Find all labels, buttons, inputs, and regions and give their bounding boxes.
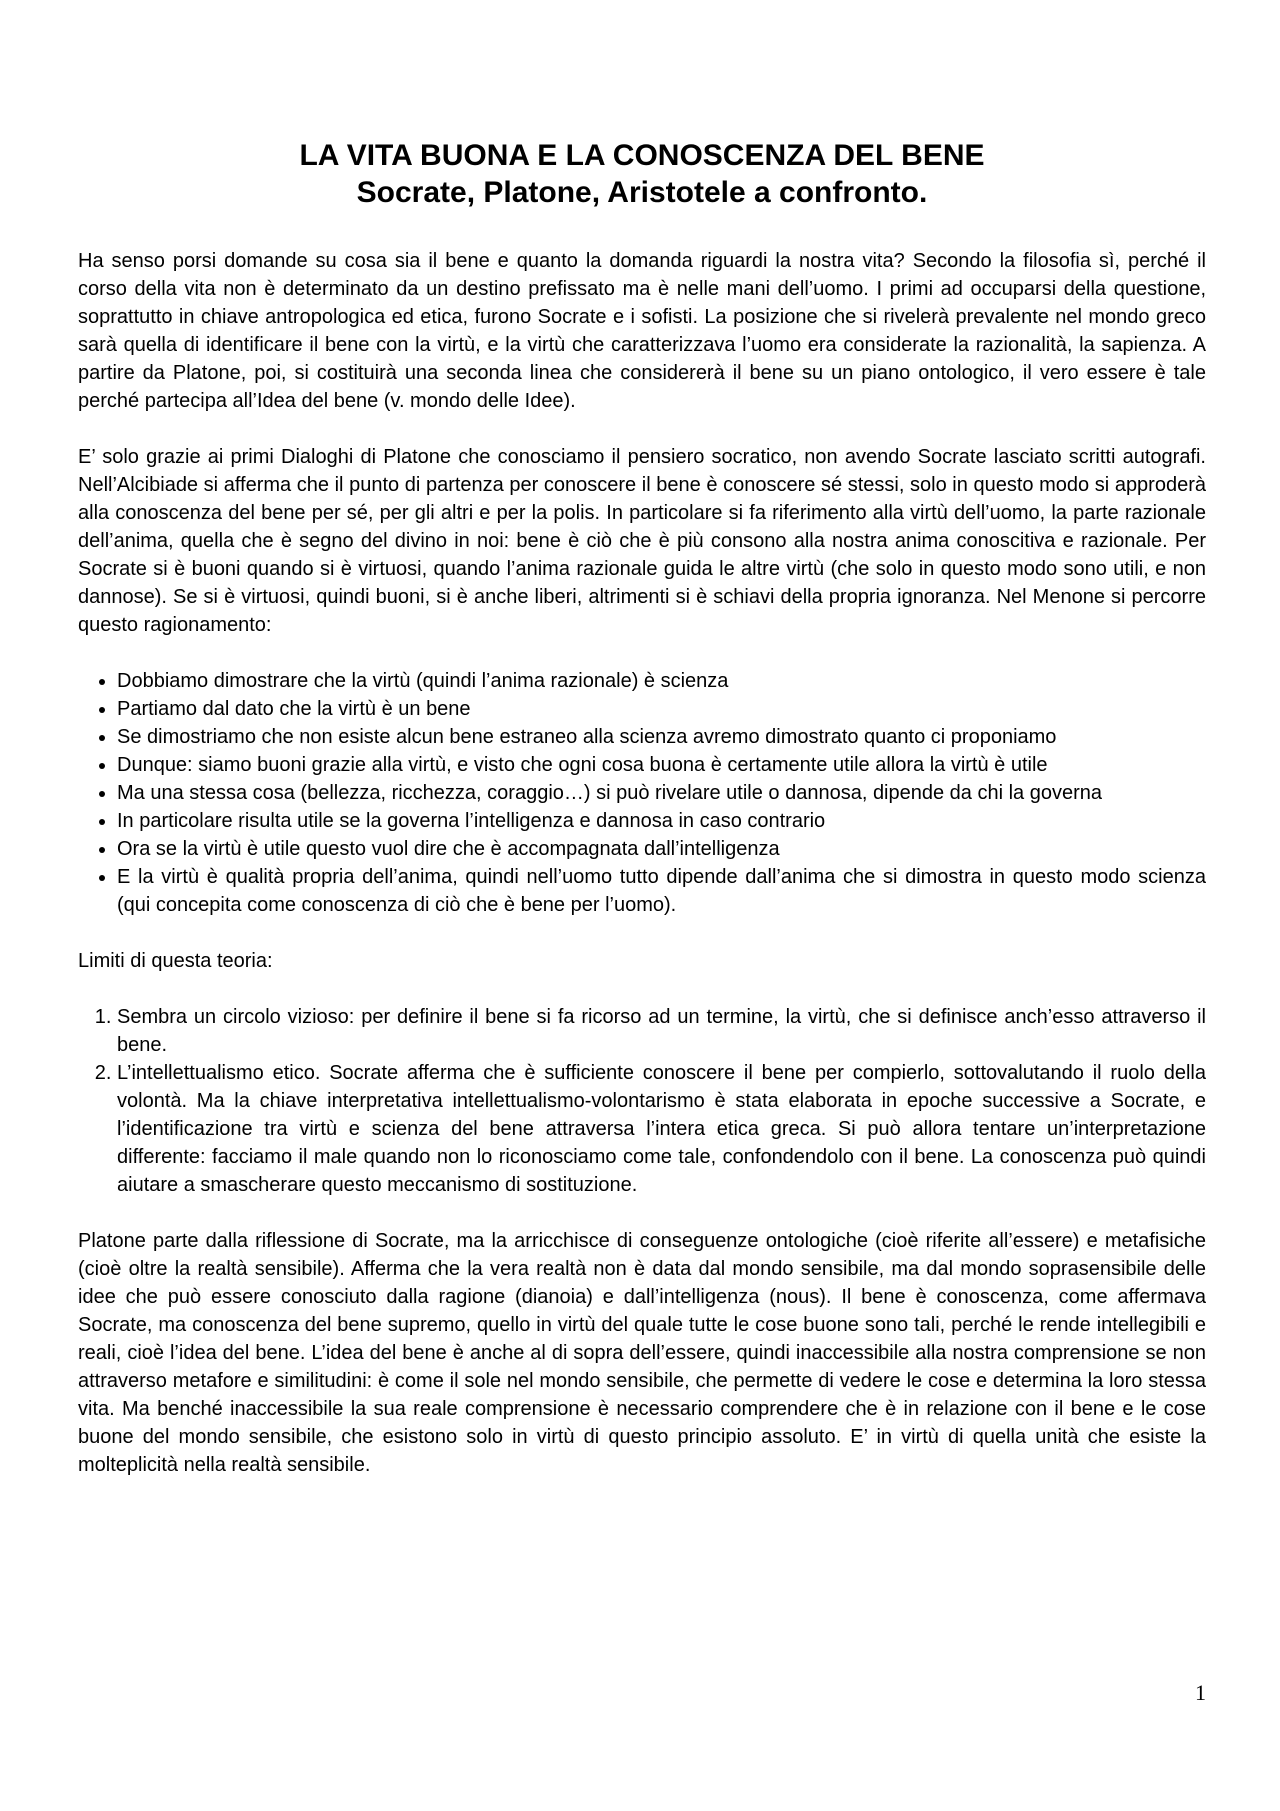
plato-paragraph: Platone parte dalla riflessione di Socrate, ma la arricchisce di conseguenze ontologiche (cioè riferite all’essere) e metafisiche (cioè oltre la realtà sensibile). Afferma che la vera realtà non è data dal mondo sensibile, ma dal mondo soprasensibile delle idee che può essere conosciuto dalla ragione (dianoia) e dall’intelligenza (nous). Il bene è conoscenza, come affermava Socrate, ma conoscenza del bene supremo, quello in virtù del quale tutte le cose buone sono tali, perché le rende intellegibili e reali, cioè l’idea del bene. L’idea del bene è anche al di sopra dell’essere, quindi inaccessibile alla nostra comprensione se non attraverso metafore e similitudini: è come il sole nel mondo sensibile, che permette di vedere le cose e determina la loro stessa vita. Ma benché inaccessibile la sua reale comprensione è necessario comprendere che è in relazione con il bene e le cose buone del mondo sensibile, che esistono solo in virtù di questo principio assoluto. E’ in virtù di quella unità che esiste la molteplicità nella realtà sensibile. bbox=[78, 1230, 1206, 1476]
menone-argument-list bbox=[78, 667, 1206, 919]
title-line-2: Socrate, Platone, Aristotele a confronto. bbox=[356, 176, 928, 209]
page-number: 1 bbox=[1195, 1680, 1206, 1705]
list-item: 2. L’intellettualismo etico. Socrate afferma che è sufficiente conoscere il bene per compierlo, sottovalutando il ruolo della volontà. Ma la chiave interpretativa intellettualismo-volontarismo è stata elaborata in epoche successive a Socrate, e l’identificazione tra virtù e scienza del bene attraversa l’intera etica greca. Si può allora tentare un’interpretazione differente: facciamo il male quando non lo riconosciamo come tale, confondendolo con il bene. La conoscenza può quindi aiutare a smascherare questo meccanismo di sostituzione. bbox=[117, 1059, 1206, 1199]
list-item: • Ma una stessa cosa (bellezza, ricchezza, coraggio…) si può rivelare utile o dannosa, dipende da chi la governa bbox=[117, 779, 1206, 807]
list-item: • Dobbiamo dimostrare che la virtù (quindi l’anima razionale) è scienza bbox=[117, 667, 1206, 695]
limits-heading: Limiti di questa teoria: bbox=[78, 950, 273, 972]
document-page bbox=[78, 137, 1206, 1507]
list-item: • Dunque: siamo buoni grazie alla virtù, e visto che ogni cosa buona è certamente utile allora la virtù è utile bbox=[117, 751, 1206, 779]
title-line-1: LA VITA BUONA E LA CONOSCENZA DEL BENE bbox=[299, 139, 985, 172]
socrates-paragraph: E’ solo grazie ai primi Dialoghi di Platone che conosciamo il pensiero socratico, non avendo Socrate lasciato scritti autografi. Nell’Alcibiade si afferma che il punto di partenza per conoscere il bene è conoscere sé stessi, solo in questo modo si approderà alla conoscenza del bene per sé, per gli altri e per la polis. In particolare si fa riferimento alla virtù dell’uomo, la parte razionale dell’anima, quella che è segno del divino in noi: bene è ciò che è più consono alla nostra anima conoscitiva e razionale. Per Socrate si è buoni quando si è virtuosi, quando l’anima razionale guida le altre virtù (che solo in questo modo sono utili, e non dannose). Se si è virtuosi, quindi buoni, si è anche liberi, altrimenti si è schiavi della propria ignoranza. Nel Menone si percorre questo ragionamento: bbox=[78, 446, 1206, 636]
list-item: • Se dimostriamo che non esiste alcun bene estraneo alla scienza avremo dimostrato quanto ci proponiamo bbox=[117, 723, 1206, 751]
list-item: • E la virtù è qualità propria dell’anima, quindi nell’uomo tutto dipende dall’anima che si dimostra in questo modo scienza (qui concepita come conoscenza di ciò che è bene per l’uomo). bbox=[117, 863, 1206, 919]
list-item: • Ora se la virtù è utile questo vuol dire che è accompagnata dall’intelligenza bbox=[117, 835, 1206, 863]
document-title bbox=[78, 137, 1206, 211]
intro-paragraph: Ha senso porsi domande su cosa sia il bene e quanto la domanda riguardi la nostra vita? Secondo la filosofia sì, perché il corso della vita non è determinato da un destino prefissato ma è nelle mani dell’uomo. I primi ad occuparsi della questione, soprattutto in chiave antropologica ed etica, furono Socrate e i sofisti. La posizione che si rivelerà prevalente nel mondo greco sarà quella di identificare il bene con la virtù, e la virtù che caratterizzava l’uomo era considerate la razionalità, la sapienza. A partire da Platone, poi, si costituirà una seconda linea che considererà il bene su un piano ontologico, il vero essere è tale perché partecipa all’Idea del bene (v. mondo delle Idee). bbox=[78, 250, 1206, 412]
limits-list bbox=[78, 1003, 1206, 1199]
list-item: • Partiamo dal dato che la virtù è un bene bbox=[117, 695, 1206, 723]
list-item: 1. Sembra un circolo vizioso: per definire il bene si fa ricorso ad un termine, la virtù, che si definisce anch’esso attraverso il bene. bbox=[117, 1003, 1206, 1059]
list-item: • In particolare risulta utile se la governa l’intelligenza e dannosa in caso contrario bbox=[117, 807, 1206, 835]
